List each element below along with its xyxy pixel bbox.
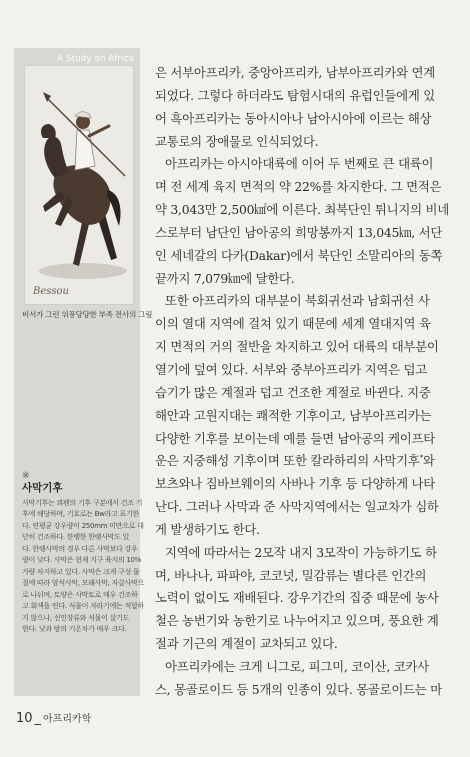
body-line: 아프리카는 아시아대륙에 이어 두 번째로 큰 대륙이: [165, 156, 434, 172]
image-caption: 비서가 그린 위풍당당한 부족 전사의 그림: [22, 310, 153, 319]
body-line: 보츠와나 짐바브웨이의 사바나 기후 등 다양하게 나타: [155, 476, 435, 492]
running-header-tag: A Study on Africa: [57, 54, 134, 64]
horse-rider-drawing-icon: [25, 66, 133, 304]
page-number: 10: [16, 711, 33, 726]
body-line: 인 세네갈의 다카(Dakar)에서 북단인 소말리아의 동쪽: [155, 247, 443, 263]
body-line-text: 운은 지중해성 기후이며 또한 칼라하리의 사막기후: [155, 453, 420, 469]
footnote-marker: *: [419, 454, 423, 463]
note-line: 사막기후는 쾨펜의 기후 구분에서 건조 기: [22, 498, 143, 507]
body-line: 습기가 많은 계절과 덥고 건조한 계절로 바뀐다. 지중: [155, 384, 431, 400]
body-line: 은 서부아프리카, 중앙아프리카, 남부아프리카와 연계: [155, 65, 435, 80]
footnote-suffix: 와: [422, 453, 435, 469]
body-line: 어 흑아프리카는 동아시아나 남아시아에 이르는 해상: [155, 110, 432, 126]
body-line: 교통로의 장애물로 인식되었다.: [155, 133, 319, 149]
body-line: 되었다. 그렇다 하더라도 탐험시대의 유럽인들에게 있: [155, 87, 435, 103]
sidebar-panel: [14, 48, 153, 696]
body-line: 아프리카에는 크게 니그로, 피그미, 코이산, 코카사: [165, 658, 429, 674]
note-line: 량이 낮다. 사막은 현재 지구 육지의 10%: [22, 555, 142, 565]
note-line: 후에 해당하며, 기호로는 Bw라고 표기한: [22, 509, 140, 519]
body-line-with-footnote: [155, 450, 457, 473]
body-line: 노력이 없이도 재배된다. 강우기간의 집중 때문에 농사: [155, 590, 439, 606]
note-line: 지 않으나, 선인장류와 식물이 살기도: [22, 612, 130, 622]
sidebar-note-title: 사막기후: [22, 482, 63, 494]
note-line: 한다. 낮과 밤의 기온차가 매우 크다.: [22, 623, 127, 633]
artist-signature: Bessou: [33, 286, 69, 297]
body-line: 게 발생하기도 한다.: [155, 521, 260, 537]
note-line: 고 회색을 띤다. 식물이 자라기에는 적합하: [22, 601, 144, 611]
page-footer: [16, 710, 91, 726]
note-line: 다. 한랭사막의 경우 다른 사막보다 강우: [22, 543, 138, 553]
body-line: 다양한 기후를 보이는데 예를 들면 남아공의 케이프타: [155, 430, 435, 446]
note-line: 다. 연평균 강우량이 250mm 미만으로 대: [22, 520, 144, 530]
body-line: 스, 몽골로이드 등 5개의 인종이 있다. 몽골로이드는 마: [155, 681, 442, 697]
body-line: 지 면적의 거의 절반을 차지하고 있어 대륙의 대부분이: [155, 339, 439, 355]
body-line: 며, 바나나, 파파야, 코코넛, 밀감류는 별다른 인간의: [155, 567, 427, 583]
body-line: 또한 아프리카의 대부분이 북회귀선과 남회귀선 사: [165, 293, 430, 309]
note-line: 가량 차지하고 있다. 사막은 크게 구성 물: [22, 566, 140, 576]
sidebar-note-body: [22, 497, 144, 634]
body-line: 이의 열대 지역에 걸쳐 있기 때문에 세계 열대지역 육: [155, 316, 431, 332]
body-line: 해안과 고원지대는 쾌적한 기후이고, 남부아프리카는: [155, 407, 432, 423]
note-mark: ※: [22, 471, 30, 481]
note-line: 로 나뉘며, 토양은 사막토로 매우 건조하: [22, 589, 138, 599]
main-body-text: [155, 62, 457, 702]
body-line: 스로부터 남단인 남아공의 희망봉까지 13,045㎞, 서단: [155, 224, 443, 240]
body-line: 지역에 따라서는 2모작 내지 3모작이 가능하기도 하: [165, 544, 437, 560]
body-line: 열기에 덮여 있다. 서부와 중부아프리카 지역은 덥고: [155, 361, 427, 377]
body-line: 끝까지 7,079㎞에 달한다.: [155, 270, 295, 286]
body-line: 절과 기근의 계절이 교차되고 있다.: [155, 636, 338, 652]
folio-separator: _: [34, 711, 42, 726]
body-line: 며 전 세계 육지 면적의 약 22%를 차지한다. 그 면적은: [155, 179, 442, 195]
body-line: 약 3,043만 2,500㎢에 이른다. 최북단인 튀니지의 비네: [155, 202, 449, 218]
body-line: 난다. 그러나 사막과 준 사막지역에서는 일교차가 심하: [155, 499, 439, 515]
note-line: 질에 따라 암석사막, 모래사막, 자갈사막으: [22, 578, 144, 588]
body-line: 철은 농번기와 농한기로 나누어지고 있으며, 풍요한 계: [155, 613, 439, 629]
warrior-illustration: [24, 65, 134, 305]
note-line: 단히 건조하다. 한랭한 한랭사막도 있: [22, 532, 130, 542]
book-title: 아프리카학: [43, 714, 92, 725]
